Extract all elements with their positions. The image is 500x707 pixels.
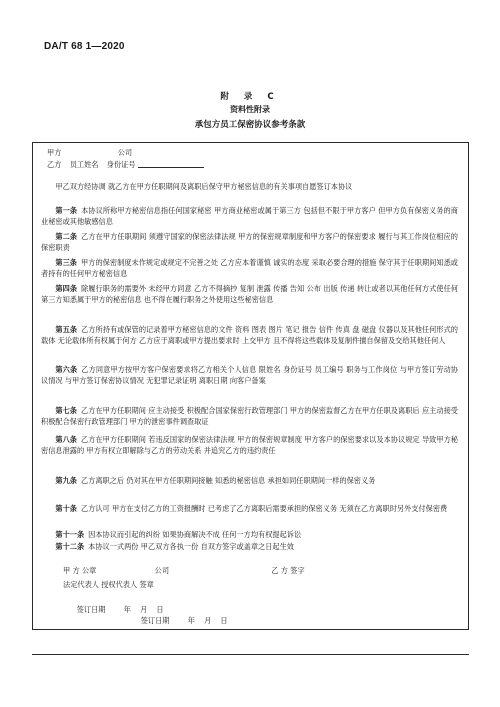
clause-12 [41, 541, 458, 552]
appendix-type: 资料性附录 [230, 105, 270, 114]
clause-number: 第十二条 [55, 542, 85, 551]
clause-text: 乙方在甲方任职期间 须遵守国家的保密法律法规 甲方的保密规章制度和甲方客户的保密要求 履行与其工作岗位相应的保密职责 [41, 232, 458, 252]
clause-2 [41, 231, 458, 253]
clause-text: 甲方的保密制度未作规定或规定不完善之处 乙方应本着谨慎 诚实的态度 采取必要合理的措施 保守其于任职期间知悉或者持有的任何甲方秘密信息 [41, 258, 458, 278]
party-a-seal-company: 公司 [154, 566, 170, 575]
clause-8 [41, 434, 458, 456]
agreement-frame [32, 142, 469, 630]
party-a-line [47, 147, 132, 158]
clause-number: 第十条 [55, 504, 77, 513]
clause-text: 乙方在甲方任职期间 若违反国家的保密法律法规 甲方的保密规章制度 甲方客户的保密要求以及本协议规定 导致甲方秘密信息泄露的 甲方有权立即解除与乙方的劳动关系 并追究乙方的违约责任 [41, 435, 458, 455]
clause-text: 因本协议而引起的纠纷 如果协商解决不成 任何一方均有权提起诉讼 [88, 530, 302, 539]
party-a-company: 公司 [117, 148, 133, 157]
appendix-label: 附 录 C [220, 92, 280, 102]
clause-number: 第三条 [55, 258, 78, 267]
clause-text: 乙方同意甲方按甲方客户保密要求将乙方相关个人信息 限姓名 身份证号 员工编号 职务与工作岗位 与甲方签订劳动协议情况 与甲方签订保密协议情况 无犯罪记录证明 离职日期 向客户备案 [41, 365, 458, 385]
clause-text: 乙方离职之后 仍对其在甲方任职期间接触 知悉的秘密信息 承担如同任职期间一样的保密义务 [80, 476, 376, 485]
signature-row-1 [63, 565, 305, 576]
employee-name-label: 员工姓名 [69, 160, 99, 169]
party-a-seal-label: 甲 方 公章 [63, 566, 97, 575]
clause-5 [41, 324, 458, 346]
clause-number: 第五条 [55, 325, 78, 334]
clause-text: 本协议所称甲方秘密信息指任何国家秘密 甲方商业秘密或属于第三方 包括但不限于甲方客户 但甲方负有保密义务的商业秘密或其他敏感信息 [41, 206, 458, 226]
clause-number: 第八条 [55, 435, 78, 444]
clause-number: 第一条 [55, 206, 78, 215]
clause-number: 第六条 [55, 365, 78, 374]
clause-4 [41, 283, 458, 305]
clause-text: 乙方所持有或保管的记录着甲方秘密信息的文件 资料 图表 图片 笔记 报告 信件 传真 盘 磁盘 仪器以及其他任何形式的载体 无论载体所有权属于何方 乙方应于离职或甲方提出要求时 上交甲方 且不得将这些载体及复制件擅自保留及交给其他任何人 [41, 325, 458, 345]
party-a-label: 甲方 [47, 148, 62, 157]
clause-text: 除履行职务的需要外 未经甲方同意 乙方不得摘抄 复制 泄露 传播 告知 公布 出版 传递 转让或者以其他任何方式使任何第三方知悉属于甲方的秘密信息 也不得在履行职务之外使用这些秘密信息 [41, 284, 458, 304]
clause-number: 第二条 [55, 232, 78, 241]
clause-text: 乙方认可 甲方在支付乙方的工资报酬时 已考虑了乙方离职后需要承担的保密义务 无须在乙方离职时另外支付保密费 [80, 504, 448, 513]
clause-1 [41, 205, 458, 227]
clause-10 [41, 503, 458, 514]
party-b-date: 签订日期 年 月 日 [140, 616, 228, 625]
clause-text: 本协议一式两份 甲乙双方各执一份 自双方签字或盖章之日起生效 [88, 542, 294, 551]
party-a-date: 签订日期 年 月 日 [76, 605, 164, 614]
clause-number: 第四条 [55, 284, 78, 293]
clause-text: 乙方在甲方任职期间 应主动接受 积极配合国家保密行政管理部门 甲方的保密监督乙方在甲方任职及离职后 应主动接受 积极配合保密行政管理部门 甲方的泄密事件调查取证 [41, 406, 458, 426]
clause-7 [41, 405, 458, 427]
standard-number: DA/T 68 1—2020 [44, 41, 125, 52]
legal-rep-label: 法定代表人 授权代表人 签章 [63, 580, 154, 589]
clause-6 [41, 364, 458, 386]
party-b-line [47, 159, 204, 170]
clause-number: 第七条 [55, 406, 78, 415]
intro-paragraph: 甲乙双方经协调 就乙方在甲方任职期间及离职后保守甲方秘密信息的有关事项自愿签订本协议 [55, 182, 353, 191]
appendix-title: 承包方员工保密协议参考条款 [194, 120, 306, 130]
party-b-label: 乙方 [47, 160, 62, 169]
signature-row-3 [63, 593, 228, 637]
footer-rule [32, 654, 469, 655]
clause-11 [41, 529, 458, 540]
signature-row-2 [63, 579, 154, 590]
party-b-signature-label: 乙 方 签字 [271, 566, 305, 575]
clause-number: 第十一条 [55, 530, 85, 539]
clause-3 [41, 257, 458, 279]
id-number-label: 身份证号 [106, 160, 136, 169]
clause-number: 第九条 [55, 476, 77, 485]
id-number-blank [138, 159, 204, 168]
clause-9 [41, 475, 458, 486]
